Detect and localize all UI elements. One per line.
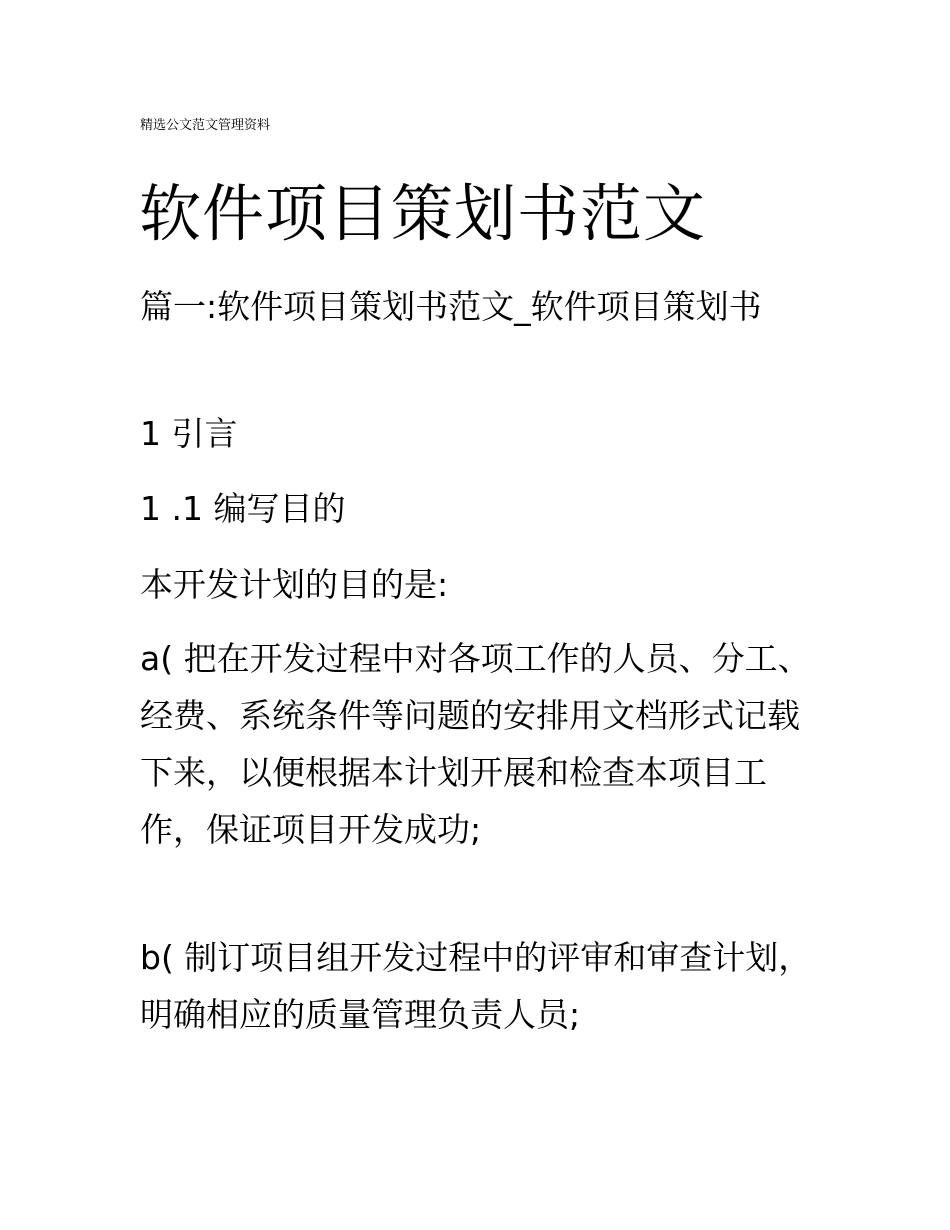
- section-heading: 1 引言: [140, 414, 238, 453]
- document-subtitle: 篇一:软件项目策划书范文_软件项目策划书: [140, 287, 762, 326]
- document-title: 软件项目策划书范文: [139, 177, 707, 250]
- page-header-label: 精选公文范文管理资料: [140, 118, 271, 133]
- list-item-a: a( 把在开发过程中对各项工作的人员、分工、经费、系统条件等问题的安排用文档形式记载下来，以便根据本计划开展和检查本项目工作，保证项目开发成功;: [140, 639, 811, 849]
- subsection-heading: 1 .1 编写目的: [140, 489, 346, 528]
- intro-paragraph: 本开发计划的目的是:: [140, 565, 449, 604]
- list-item-b: b( 制订项目组开发过程中的评审和审查计划，明确相应的质量管理负责人员;: [140, 938, 812, 1034]
